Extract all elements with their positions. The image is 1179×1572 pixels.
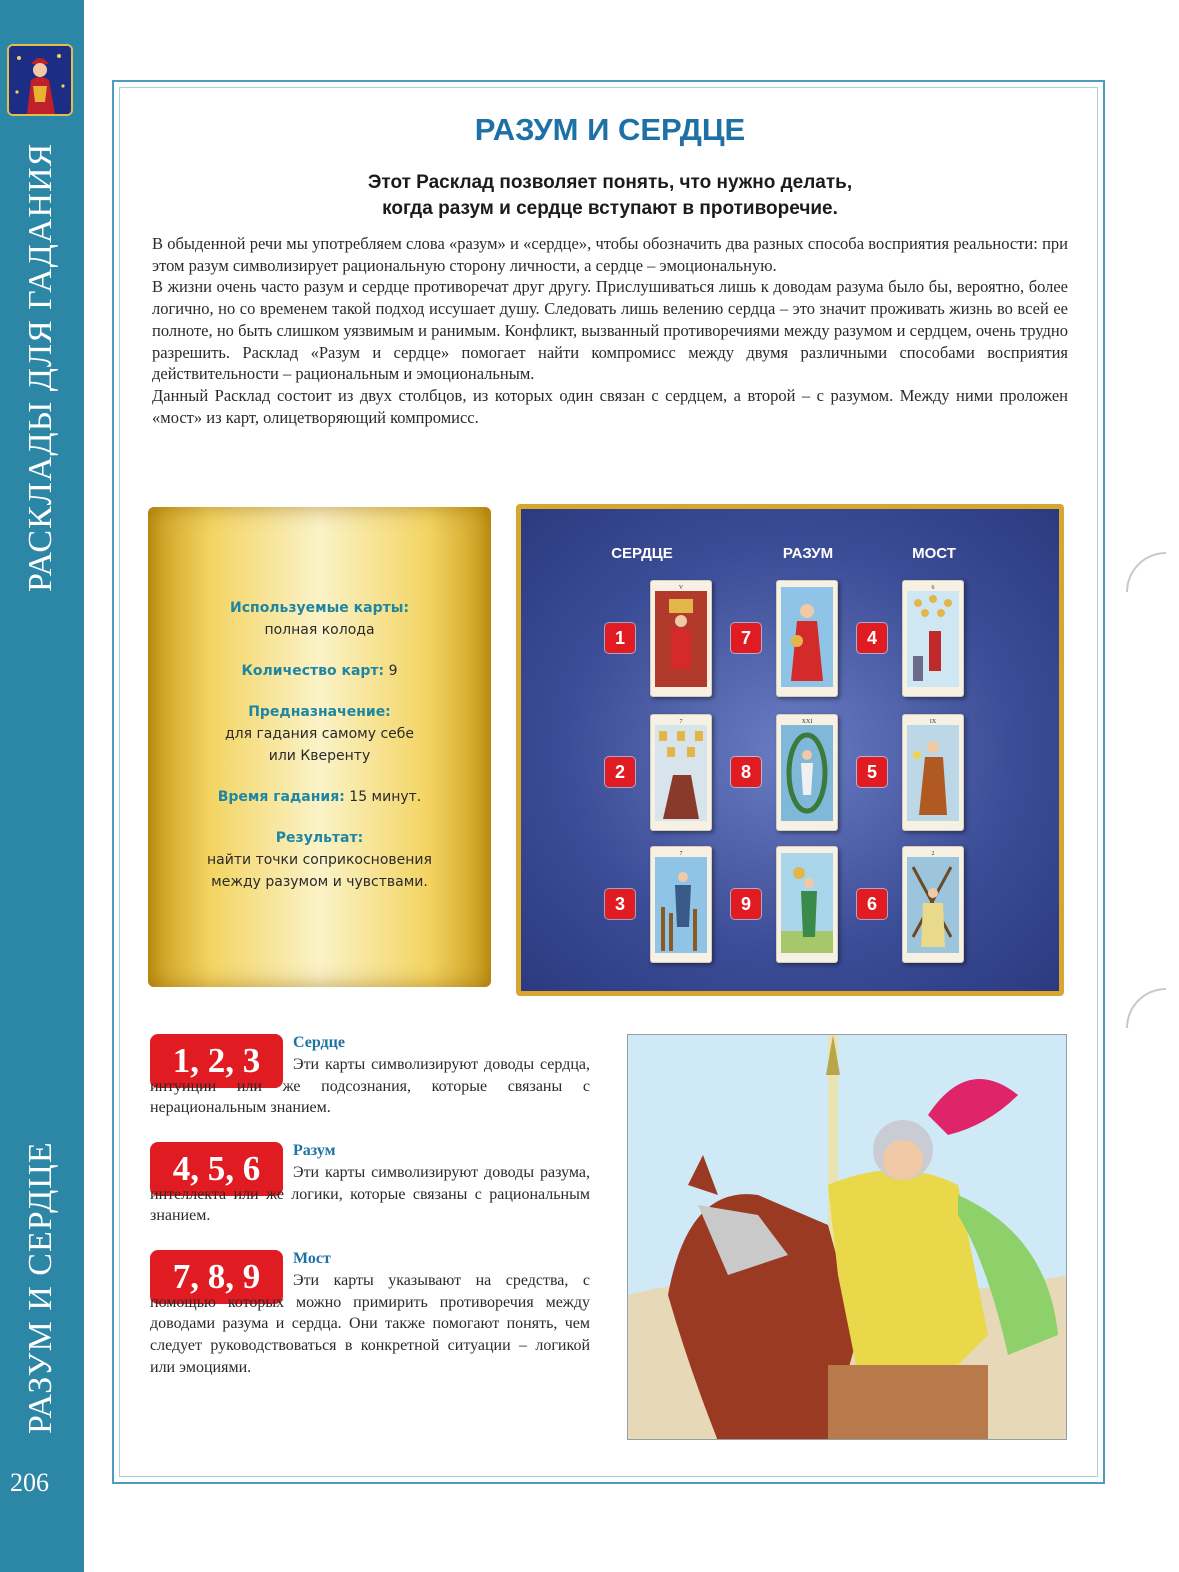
info-count-label: Количество карт: [241, 663, 385, 679]
position-number: 2 [605, 757, 635, 787]
subtitle-line-2: когда разум и сердце вступают в противоречие. [382, 198, 838, 219]
card-numeral: 6 [931, 585, 935, 591]
position-number: 7 [731, 623, 761, 653]
tarot-card [776, 580, 838, 697]
card-numeral: 7 [679, 719, 683, 725]
legend-badge-mind: 4, 5, 6 [150, 1142, 283, 1196]
intro-paragraph-3: Данный Расклад состоит из двух столбцов, из которых один связан с сердцем, а второй – с разумом. Между ними проложен «мост» из карт, олицетворяющий компромисс. [152, 385, 1068, 427]
column-heading-bridge: МОСТ [912, 545, 956, 562]
position-number: 4 [857, 623, 887, 653]
legend-text-bridge: Эти карты указывают на средства, с помощью которых можно примирить противоречия между доводами разума и сердца. Они также помогают понять, чем следует руководствоваться в конкретной ситуации – логикой или эмоциями. [150, 1272, 590, 1376]
position-number: 3 [605, 889, 635, 919]
tarot-card [776, 714, 838, 831]
card-numeral: V [678, 585, 684, 591]
info-cards [148, 597, 491, 641]
info-purpose-line-2: или Кверенту [268, 748, 371, 764]
tarot-card [650, 846, 712, 963]
intro-paragraph-1: В обыденной речи мы употребляем слова «разум» и «сердце», чтобы обозначить два разных способа восприятия реальности: при этом разум символизирует рациональную сторону личности, а сердце – эмоциональную. [152, 234, 1068, 275]
tarot-card [650, 580, 712, 697]
info-purpose-label: Предназначение: [248, 704, 391, 720]
subtitle-line-1: Этот Расклад позволяет понять, что нужно делать, [367, 172, 853, 193]
info-result-line-2: между разумом и чувствами. [211, 874, 428, 890]
tarot-card [650, 714, 712, 831]
card-numeral: IX [929, 719, 937, 725]
info-result-label: Результат: [275, 830, 364, 846]
sidebar-section-title: РАСКЛАДЫ ДЛЯ ГАДАНИЯ [22, 142, 59, 592]
intro-text [152, 233, 1068, 428]
info-count [148, 660, 491, 682]
info-scroll-text [148, 597, 491, 912]
card-numeral: 7 [679, 851, 683, 857]
legend-title-bridge: Мост [293, 1250, 331, 1267]
info-time-label: Время гадания: [217, 789, 345, 805]
knight-illustration [627, 1034, 1067, 1440]
info-result-line-1: найти точки соприкосновения [207, 852, 432, 868]
tarot-card [776, 846, 838, 963]
legend-title-mind: Разум [293, 1142, 336, 1159]
tarot-card [902, 580, 964, 697]
spread-layout [516, 504, 1064, 996]
binder-ring-tab [1126, 552, 1166, 592]
page-subtitle [250, 170, 970, 222]
info-time [148, 786, 491, 808]
card-numeral: 2 [931, 851, 935, 857]
card-numeral: XXI [801, 719, 813, 725]
sidebar-spread-title: РАЗУМ И СЕРДЦЕ [22, 1141, 59, 1434]
legend-title-heart: Сердце [293, 1034, 345, 1051]
legend-text-mind: Эти карты символизируют доводы разума, интеллекта или же логики, которые связаны с рациональным знанием. [150, 1164, 590, 1225]
page-title: РАЗУМ И СЕРДЦЕ [474, 112, 746, 147]
position-number: 1 [605, 623, 635, 653]
legend-text-heart: Эти карты символизируют доводы сердца, интуиции или же подсознания, которые связаны с нерациональным знанием. [150, 1056, 590, 1117]
info-count-value: 9 [388, 663, 398, 679]
position-number: 9 [731, 889, 761, 919]
info-purpose-line-1: для гадания самому себе [224, 726, 415, 742]
info-time-value: 15 минут. [349, 789, 422, 805]
sidebar [0, 0, 84, 1572]
info-cards-value: полная колода [264, 622, 375, 638]
info-cards-label: Используемые карты: [230, 600, 409, 616]
legend-badge-bridge: 7, 8, 9 [150, 1250, 283, 1304]
tarot-card [902, 714, 964, 831]
column-heading-mind: РАЗУМ [782, 545, 834, 562]
column-heading-heart: СЕРДЦЕ [611, 545, 673, 562]
intro-paragraph-2: В жизни очень часто разум и сердце противоречат друг другу. Прислушиваться лишь к доводам разума было бы, вероятно, более логично, но со временем такой подход иссушает душу. Следовать лишь велению сердца – это значит проживать жизнь во всей ее полноте, но быть слишком уязвимым и ранимым. Конфликт, вызванный противоречиями между разумом и сердцем, очень трудно разрешить. Расклад «Разум и сердце» помогает найти компромисс между двумя различными способами восприятия действительности – рациональным и эмоциональным. [152, 277, 1068, 384]
position-number: 5 [857, 757, 887, 787]
legend-badge-heart: 1, 2, 3 [150, 1034, 283, 1088]
info-scroll [148, 507, 491, 987]
page-number: 206 [10, 1468, 49, 1497]
binder-ring-tab [1126, 988, 1166, 1028]
info-result [148, 827, 491, 893]
position-number: 6 [857, 889, 887, 919]
position-number: 8 [731, 757, 761, 787]
tarot-card [902, 846, 964, 963]
info-purpose [148, 701, 491, 767]
medieval-figure-icon [7, 44, 73, 116]
